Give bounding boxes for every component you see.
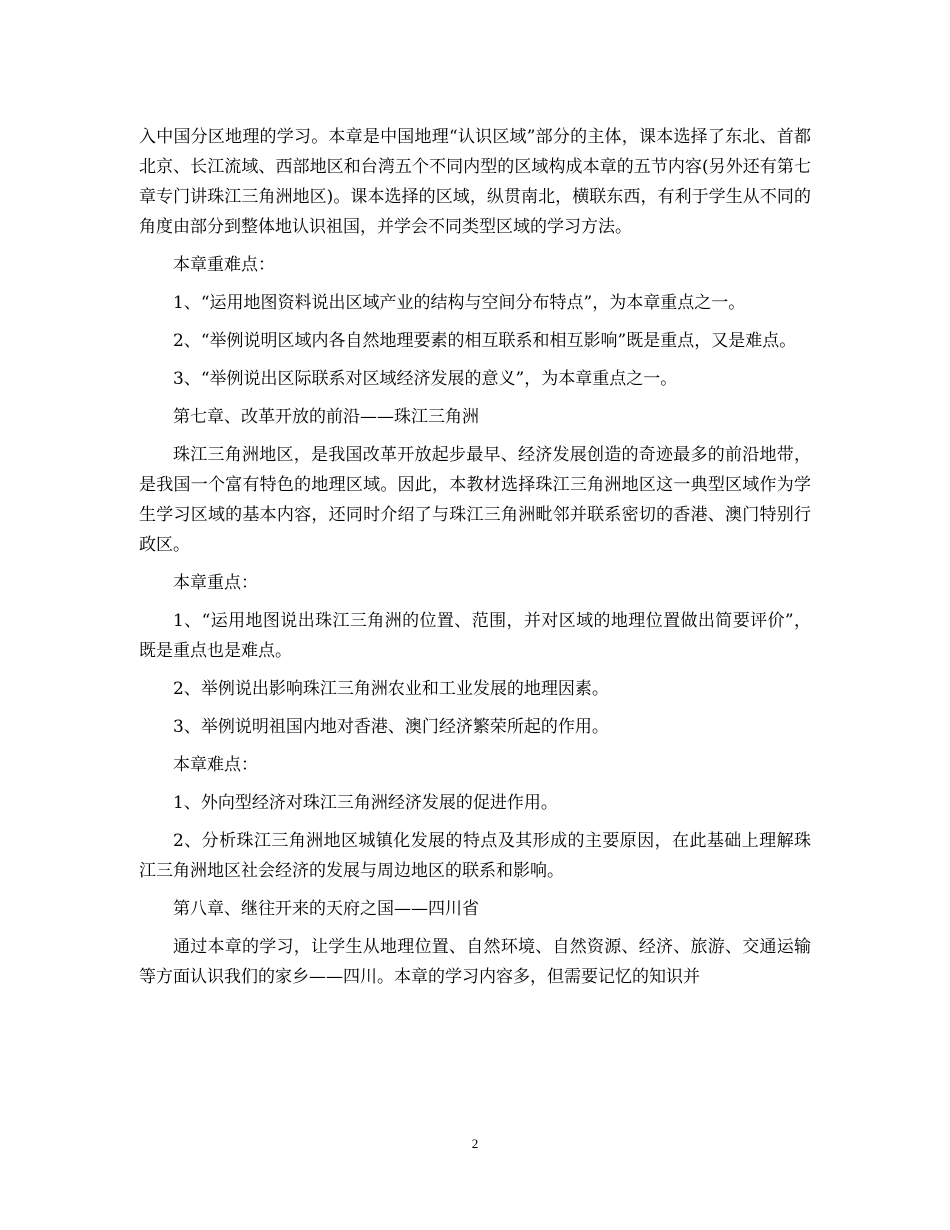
paragraph: 2、分析珠江三角洲地区城镇化发展的特点及其形成的主要原因，在此基础上理解珠江三角洲地区社会经济的发展与周边地区的联系和影响。 <box>139 831 811 881</box>
section-heading: 第七章、改革开放的前沿——珠江三角洲 <box>173 407 479 427</box>
paragraph: 1、外向型经济对珠江三角洲经济发展的促进作用。 <box>173 793 558 813</box>
paragraph: 本章重点： <box>173 573 258 593</box>
paragraph: 3、“举例说出区际联系对区域经济发展的意义”，为本章重点之一。 <box>173 369 678 389</box>
paragraph: 珠江三角洲地区，是我国改革开放起步最早、经济发展创造的奇迹最多的前沿地带，是我国一个富有特色的地理区域。因此，本教材选择珠江三角洲地区这一典型区域作为学生学习区域的基本内容，还同时介绍了与珠江三角洲毗邻并联系密切的香港、澳门特别行政区。 <box>139 445 811 555</box>
paragraph: 2、举例说出影响珠江三角洲农业和工业发展的地理因素。 <box>173 679 609 699</box>
paragraph: 1、“运用地图说出珠江三角洲的位置、范围，并对区域的地理位置做出简要评价”，既是重点也是难点。 <box>139 611 811 661</box>
paragraph: 2、“举例说明区域内各自然地理要素的相互联系和相互影响”既是重点，又是难点。 <box>173 331 797 351</box>
paragraph: 1、“运用地图资料说出区域产业的结构与空间分布特点”，为本章重点之一。 <box>173 293 746 313</box>
body-text <box>139 122 811 1000</box>
page-number: 2 <box>471 1136 479 1151</box>
section-heading: 第八章、继往开来的天府之国——四川省 <box>173 899 479 919</box>
paragraph: 本章重难点： <box>173 255 275 275</box>
paragraph: 本章难点： <box>173 755 258 775</box>
paragraph: 3、举例说明祖国内地对香港、澳门经济繁荣所起的作用。 <box>173 717 609 737</box>
paragraph: 入中国分区地理的学习。本章是中国地理“认识区域”部分的主体，课本选择了东北、首都北京、长江流域、西部地区和台湾五个不同内型的区域构成本章的五节内容(另外还有第七章专门讲珠江三角洲地区)。课本选择的区域，纵贯南北，横联东西，有利于学生从不同的角度由部分到整体地认识祖国，并学会不同类型区域的学习方法。 <box>139 127 811 237</box>
paragraph: 通过本章的学习，让学生从地理位置、自然环境、自然资源、经济、旅游、交通运输等方面认识我们的家乡——四川。本章的学习内容多，但需要记忆的知识并 <box>139 937 811 987</box>
